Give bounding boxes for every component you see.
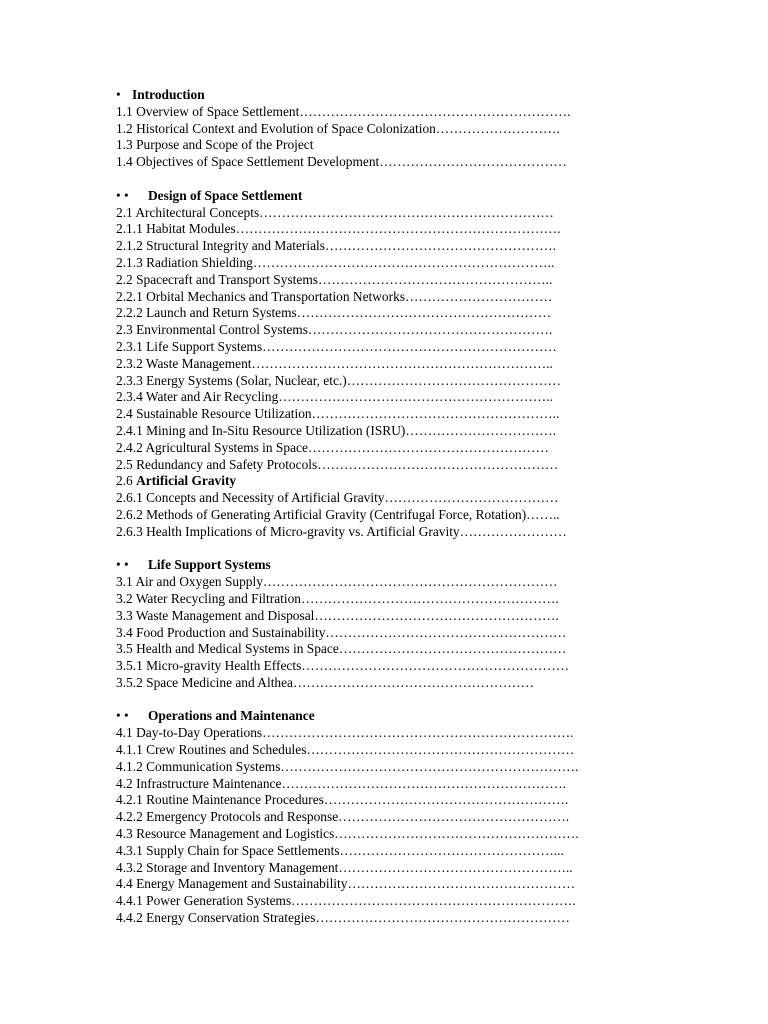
- toc-entry: 3.4 Food Production and Sustainability………………………………………………: [116, 624, 567, 640]
- toc-subheading-artificial-gravity: [116, 473, 676, 490]
- toc-entry: 2.3.3 Energy Systems (Solar, Nuclear, etc.)…………………………………………: [116, 372, 561, 388]
- toc-entry: 4.3 Resource Management and Logistics……………………………………………….: [116, 826, 579, 842]
- toc-entry: 2.4 Sustainable Resource Utilization………………………………………………..: [116, 406, 560, 422]
- section-spacer: [116, 692, 676, 709]
- toc-entry: 2.3.1 Life Support Systems…………………………………………………………: [116, 338, 557, 354]
- subheading-text: Artificial Gravity: [136, 473, 237, 489]
- toc-entry: 3.5 Health and Medical Systems in Space……………………………………………: [116, 641, 567, 657]
- toc-entry: 4.1.1 Crew Routines and Schedules……………………………………………………: [116, 742, 575, 758]
- toc-entry: 2.1.1 Habitat Modules……………………………………………………………….: [116, 221, 561, 237]
- toc-entry: 4.2.1 Routine Maintenance Procedures……………………………………………….: [116, 792, 569, 808]
- subheading-number: 2.6: [116, 473, 137, 489]
- toc-entry: 4.2.2 Emergency Protocols and Response…………………………………………….: [116, 809, 570, 825]
- toc-entry: 4.2 Infrastructure Maintenance……………………………………………………….: [116, 775, 566, 791]
- table-of-contents: [116, 87, 676, 927]
- section-heading-life-support: [116, 557, 676, 574]
- section-heading-text: Life Support Systems: [148, 557, 271, 573]
- section-spacer: [116, 541, 676, 558]
- toc-entry: 2.3.4 Water and Air Recycling……………………………………………………..: [116, 389, 553, 405]
- toc-entry: 2.3.2 Waste Management…………………………………………………………..: [116, 355, 553, 371]
- toc-entry: 4.4.1 Power Generation Systems……………………………………………………….: [116, 893, 576, 909]
- toc-entry: 3.2 Water Recycling and Filtration………………………………………………….: [116, 590, 559, 606]
- section-heading-text: Design of Space Settlement: [148, 187, 303, 203]
- bullet-icon: • •: [116, 187, 129, 203]
- toc-entry: 2.2.1 Orbital Mechanics and Transportation Networks……………………………: [116, 288, 553, 304]
- section-heading-text: Introduction: [132, 87, 205, 102]
- bullet-icon: •: [116, 87, 121, 102]
- toc-entry: 4.1.2 Communication Systems………………………………………………………….: [116, 758, 579, 774]
- toc-entry: 3.5.1 Micro-gravity Health Effects……………………………………………………: [116, 658, 570, 674]
- toc-entry: 4.4 Energy Management and Sustainability……………………………………………: [116, 876, 576, 892]
- toc-entry: 1.2 Historical Context and Evolution of Space Colonization……………………….: [116, 120, 560, 136]
- toc-entry: 2.3 Environmental Control Systems……………………………………………….: [116, 322, 553, 338]
- toc-entry: 4.1 Day-to-Day Operations…………………………………………………………….: [116, 725, 574, 741]
- bullet-icon: • •: [116, 708, 129, 724]
- bullet-icon: • •: [116, 557, 129, 573]
- toc-entry: 2.2.2 Launch and Return Systems…………………………………………………: [116, 305, 552, 321]
- section-heading-operations: [116, 708, 676, 725]
- toc-entry: 1.3 Purpose and Scope of the Project: [116, 137, 314, 153]
- toc-entry: 2.1.2 Structural Integrity and Materials…………………………………………….: [116, 238, 556, 254]
- section-heading-introduction: [116, 87, 676, 104]
- toc-entry: 2.1.3 Radiation Shielding…………………………………………………………..: [116, 254, 555, 270]
- toc-entry: 2.6.2 Methods of Generating Artificial Gravity (Centrifugal Force, Rotation)……..: [116, 506, 560, 522]
- toc-entry: 3.5.2 Space Medicine and Althea………………………………………………: [116, 674, 535, 690]
- toc-entry: 2.5 Redundancy and Safety Protocols………………………………………………: [116, 456, 559, 472]
- toc-entry: 4.3.1 Supply Chain for Space Settlements…………………………………………...: [116, 842, 564, 858]
- section-heading-design: [116, 188, 676, 205]
- section-spacer: [116, 171, 676, 188]
- toc-entry: 2.2 Spacecraft and Transport Systems……………………………………………..: [116, 271, 553, 287]
- toc-entry: 2.1 Architectural Concepts…………………………………………………………: [116, 204, 554, 220]
- toc-entry: 4.4.2 Energy Conservation Strategies…………………………………………………: [116, 910, 570, 926]
- toc-entry: 2.4.2 Agricultural Systems in Space………………………………………………: [116, 439, 549, 455]
- toc-entry: 2.4.1 Mining and In-Situ Resource Utilization (ISRU)…………………………….: [116, 422, 556, 438]
- toc-entry: 1.4 Objectives of Space Settlement Development……………………………………: [116, 154, 567, 170]
- section-heading-text: Operations and Maintenance: [148, 708, 315, 724]
- toc-entry: 2.6.3 Health Implications of Micro-gravity vs. Artificial Gravity……………………: [116, 523, 567, 539]
- toc-entry: 1.1 Overview of Space Settlement…………………………………………………….: [116, 103, 571, 119]
- toc-entry: 3.1 Air and Oxygen Supply…………………………………………………………: [116, 574, 558, 590]
- toc-entry: 4.3.2 Storage and Inventory Management……………………………………………..: [116, 859, 573, 875]
- toc-entry: 2.6.1 Concepts and Necessity of Artificial Gravity…………………………………: [116, 490, 559, 506]
- toc-entry: 3.3 Waste Management and Disposal……………………………………………….: [116, 607, 559, 623]
